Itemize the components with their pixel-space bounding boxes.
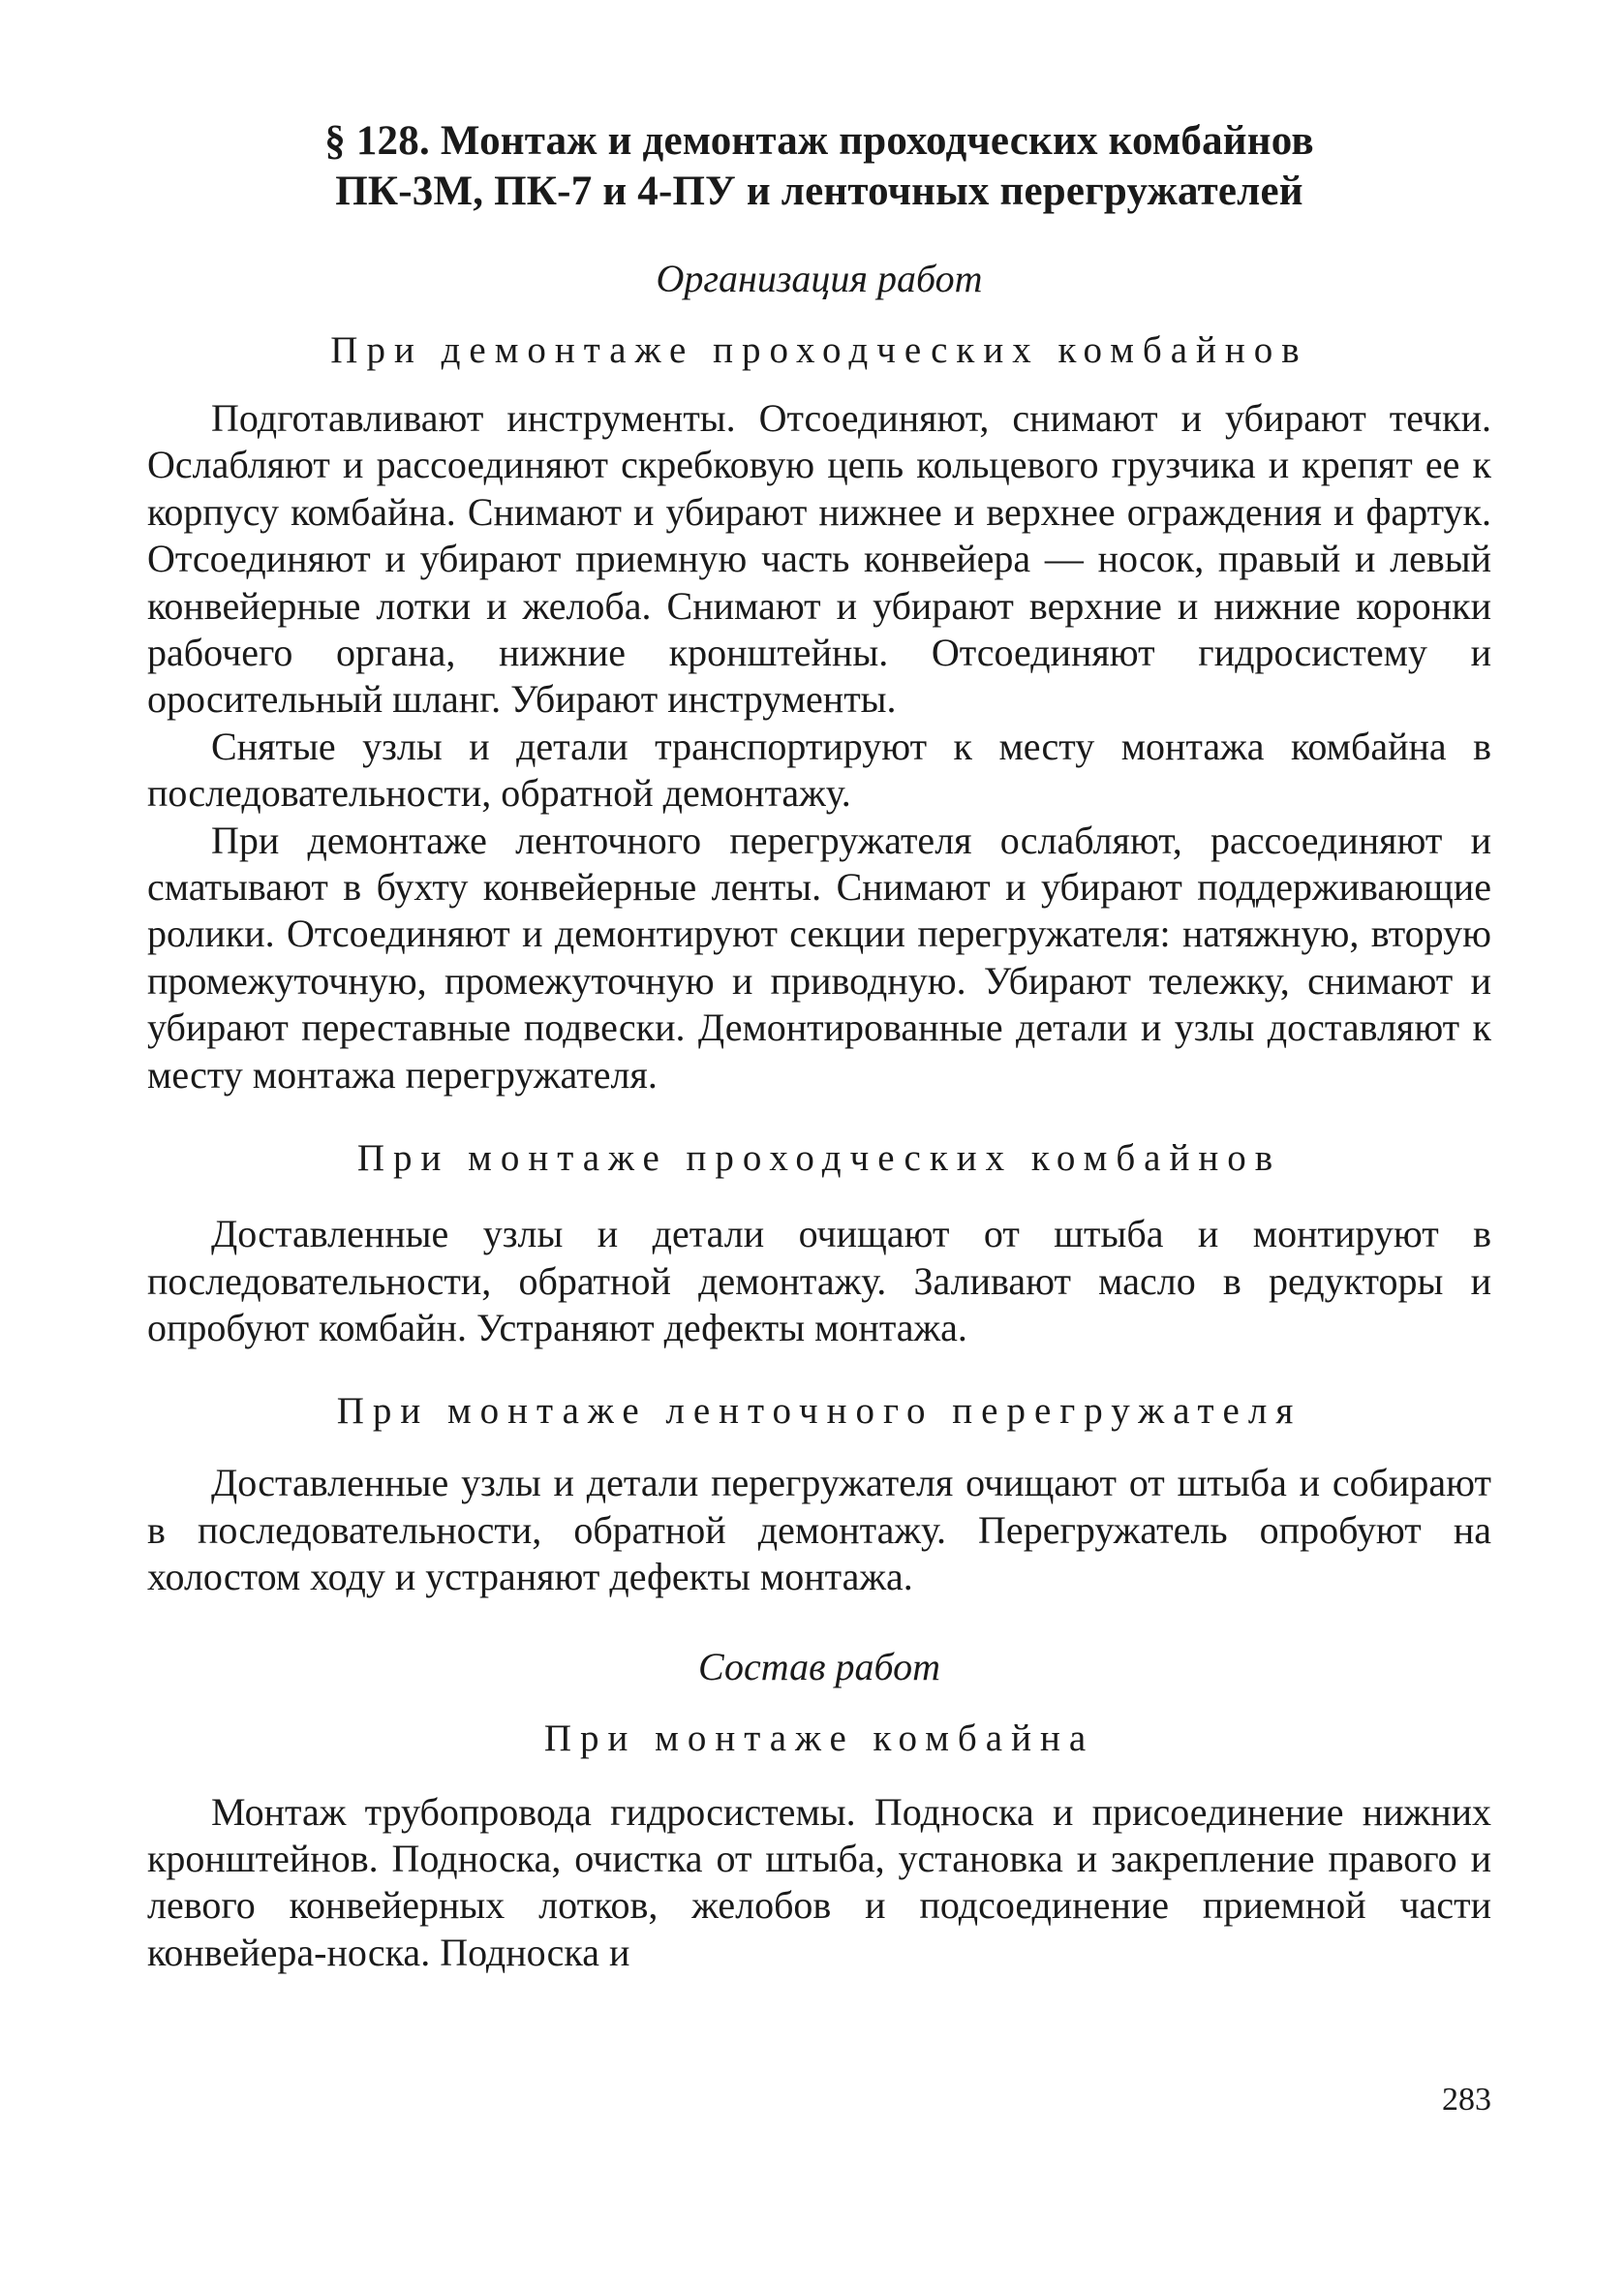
page-number: 283 [1442,2082,1491,2118]
dismantle-combine-heading: При демонтаже проходческих комбайнов [330,329,1308,371]
paragraph-mount-combine: Доставленные узлы и детали очищают от штыба и монтируют в последовательности, обратной демонтажу. Заливают масло в редукторы и опробуют комбайн. Устраняют дефекты монтажа. [147,1212,1491,1349]
paragraph-transport-parts: Снятые узлы и детали транспортируют к месту монтажа комбайна в последовательности, обратной демонтажу. [147,724,1491,816]
organization-heading: Организация работ [656,257,983,300]
mount-conveyor-heading: При монтаже ленточного перегружателя [336,1390,1302,1433]
paragraph-mount-conveyor: Доставленные узлы и детали перегружателя очищают от штыба и собирают в последовательности, обратной демонтажу. Перегружатель опробуют на холостом ходу и устраняют дефекты монтажа. [147,1461,1491,1599]
mount-combine-heading: При монтаже проходческих комбайнов [356,1137,1282,1180]
section-title-line-2: ПК-3М, ПК-7 и 4-ПУ и ленточных перегружателей [335,169,1303,214]
section-title-line-1: § 128. Монтаж и демонтаж проходческих комбайнов [324,118,1314,164]
paragraph-dismantle-combine: Подготавливают инструменты. Отсоединяют, снимают и убирают течки. Ослабляют и рассоединяют скребковую цепь кольцевого грузчика и крепят ее к корпусу комбайна. Снимают и убирают нижнее и верхнее ограждения и фартук. Отсоединяют и убирают приемную часть конвейера — носок, правый и левый конвейерные лотки и желоба. Снимают и убирают верхние и нижние коронки рабочего органа, нижние кронштейны. Отсоединяют гидросистему и оросительный шланг. Убирают инструменты. [147,396,1491,722]
paragraph-composition-combine: Монтаж трубопровода гидросистемы. Подноска и присоединение нижних кронштейнов. Подноска, очистка от штыба, установка и закрепление правого и левого конвейерных лотков, желобов и подсоединение приемной части конвейера-носка. Подноска и [147,1789,1491,1974]
composition-mount-combine-heading: При монтаже комбайна [543,1717,1095,1759]
composition-heading: Состав работ [698,1644,940,1688]
paragraph-dismantle-conveyor: При демонтаже ленточного перегружателя ослабляют, рассоединяют и сматывают в бухту конвейерные ленты. Снимают и убирают поддерживающие ролики. Отсоединяют и демонтируют секции перегружателя: натяжную, вторую промежуточную, промежуточную и приводную. Убирают тележку, снимают и убирают переставные подвески. Демонтированные детали и узлы доставляют к месту монтажа перегружателя. [147,818,1491,1097]
page-content [147,116,1491,1976]
section-title [147,116,1491,217]
